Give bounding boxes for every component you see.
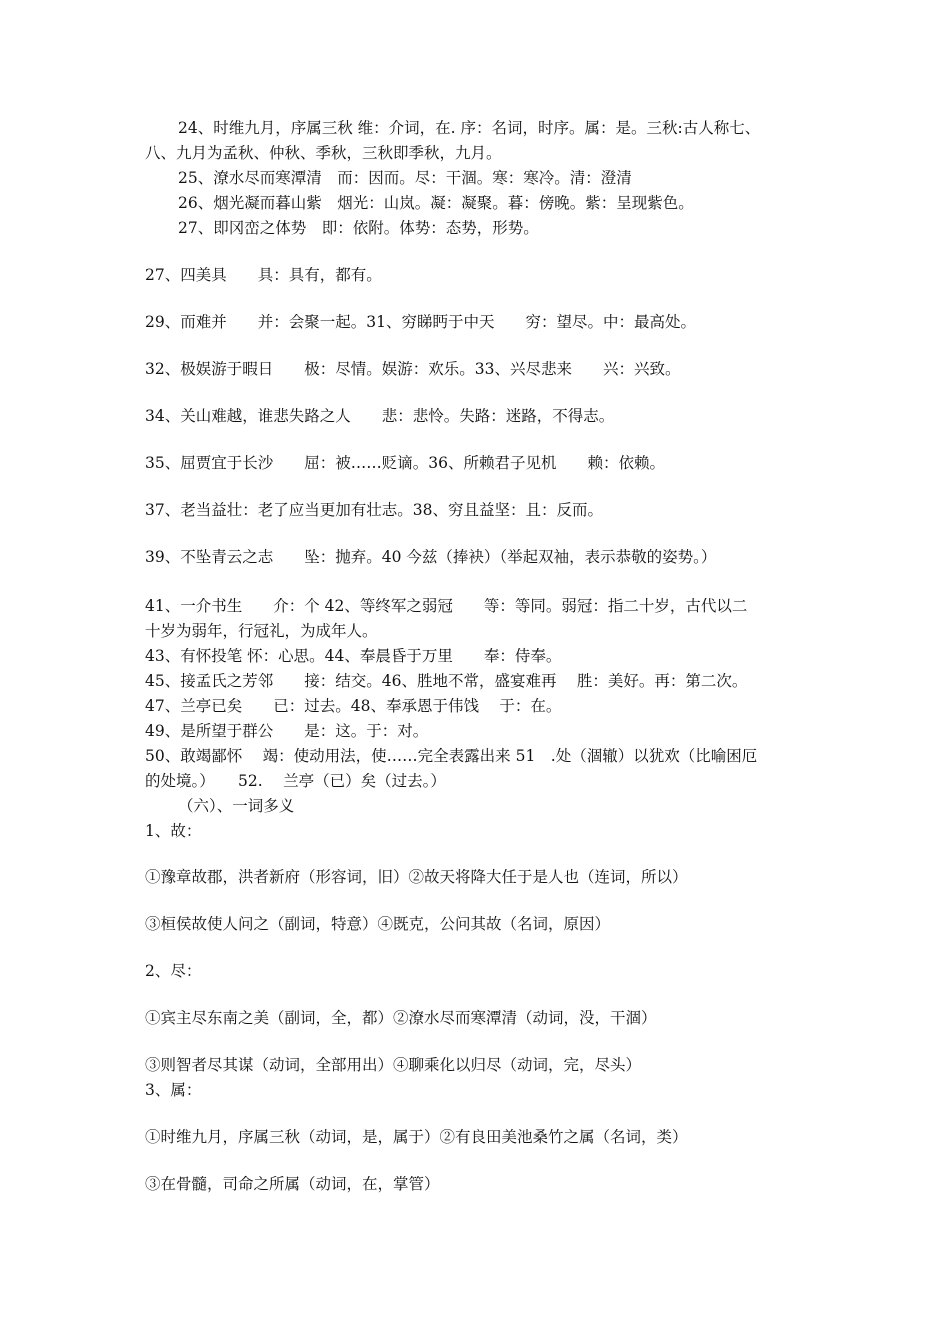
section-heading: （六）、一词多义 — [178, 797, 295, 815]
item-heading: 3、属： — [145, 1081, 202, 1099]
text-line: ①宾主尽东南之美（副词，全，都）②潦水尽而寒潭清（动词，没，干涸） — [145, 1009, 657, 1027]
text-line: 41、一介书生 介：个 42、等终军之弱冠 等：等同。弱冠：指二十岁，古代以二 — [145, 597, 748, 615]
text-line: 43、有怀投笔 怀：心思。44、奉晨昏于万里 奉：侍奉。 — [145, 647, 562, 665]
text-line: 37、老当益壮：老了应当更加有壮志。38、穷且益坚：且：反而。 — [145, 501, 603, 519]
item-heading: 2、尽： — [145, 962, 202, 980]
text-line: 49、是所望于群公 是：这。于：对。 — [145, 722, 429, 740]
text-line: 25、潦水尽而寒潭清 而：因而。尽：干涸。寒：寒冷。清：澄清 — [178, 169, 632, 187]
text-line: 50、敢竭鄙怀 竭：使动用法，使……完全表露出来 51 .处（涸辙）以犹欢（比喻困厄 — [145, 747, 758, 765]
text-line: 27、四美具 具：具有，都有。 — [145, 266, 382, 284]
text-line: 39、不坠青云之志 坠：抛弃。40 今兹（捧袂）（举起双袖，表示恭敬的姿势。） — [145, 548, 717, 566]
text-line: 32、极娱游于暇日 极：尽情。娱游：欢乐。33、兴尽悲来 兴：兴致。 — [145, 360, 681, 378]
text-line: 27、即冈峦之体势 即：依附。体势：态势，形势。 — [178, 219, 539, 237]
text-line: 34、关山难越，谁悲失路之人 悲：悲怜。失路：迷路，不得志。 — [145, 407, 615, 425]
text-line: ①豫章故郡，洪者新府（形容词，旧）②故天将降大任于是人也（连词，所以） — [145, 868, 688, 886]
text-line: ③在骨髓，司命之所属（动词，在，掌管） — [145, 1175, 440, 1193]
text-line: ①时维九月，序属三秋（动词，是，属于）②有良田美池桑竹之属（名词，类） — [145, 1128, 688, 1146]
text-line: 29、而难并 并：会聚一起。31、穷睇眄于中天 穷：望尽。中：最高处。 — [145, 313, 696, 331]
text-line: 45、接孟氏之芳邻 接：结交。46、胜地不常，盛宴难再 胜：美好。再：第二次。 — [145, 672, 748, 690]
text-line: ③桓侯故使人问之（副词，特意）④既克，公问其故（名词，原因） — [145, 915, 611, 933]
item-heading: 1、故： — [145, 822, 202, 840]
text-line: 47、兰亭已矣 已：过去。48、奉承恩于伟饯 于：在。 — [145, 697, 562, 715]
text-line: 十岁为弱年，行冠礼，为成年人。 — [145, 622, 378, 640]
text-line: 35、屈贾宜于长沙 屈：被……贬谪。36、所赖君子见机 赖：依赖。 — [145, 454, 665, 472]
text-line: 八、九月为孟秋、仲秋、季秋，三秋即季秋，九月。 — [145, 144, 502, 162]
text-line: ③则智者尽其谋（动词，全部用出）④聊乘化以归尽（动词，完，尽头） — [145, 1056, 642, 1074]
text-line: 24、时维九月，序属三秋 维：介词，在. 序：名词，时序。属：是。三秋:古人称七、 — [178, 119, 761, 137]
text-line: 26、烟光凝而暮山紫 烟光：山岚。凝：凝聚。暮：傍晚。紫：呈现紫色。 — [178, 194, 694, 212]
text-line: 的处境。） 52. 兰亭（已）矣（过去。） — [145, 772, 446, 790]
